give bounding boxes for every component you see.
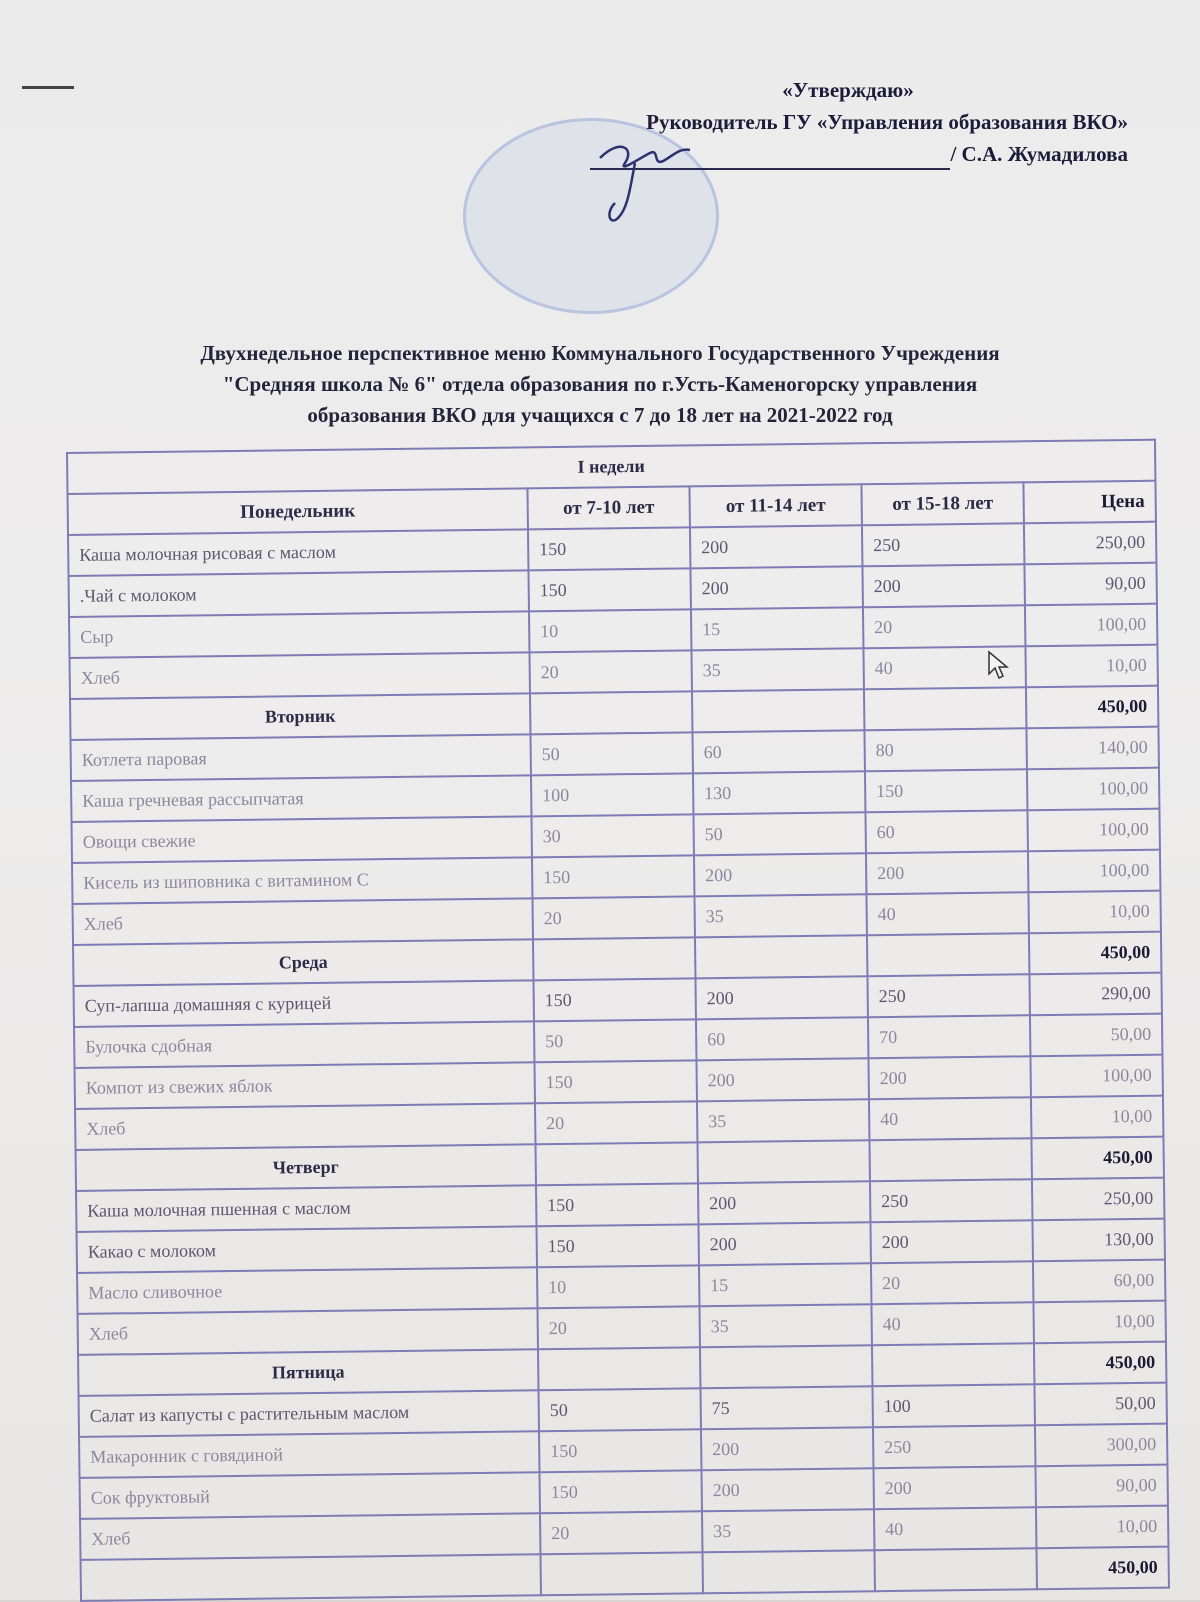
dish-name: Хлеб — [80, 1513, 540, 1560]
col-age-7-10: от 7-10 лет — [527, 486, 689, 529]
portion-11-14: 15 — [691, 607, 863, 650]
day-monday: Понедельник — [68, 488, 528, 535]
portion-11-14: 50 — [693, 812, 865, 855]
mouse-pointer-icon — [987, 650, 1009, 680]
week-label: I недели — [67, 440, 1155, 494]
dish-name: Овощи свежие — [72, 816, 532, 863]
portion-7-10: 150 — [536, 1183, 698, 1226]
price: 130,00 — [1032, 1219, 1164, 1262]
portion-7-10: 20 — [529, 650, 691, 693]
portion-15-18: 200 — [866, 851, 1028, 894]
dish-name: Сыр — [69, 611, 529, 658]
approval-signer: / С.А. Жумадилова — [950, 142, 1128, 166]
portion-15-18: 250 — [873, 1425, 1035, 1468]
dish-name: Булочка сдобная — [74, 1021, 534, 1068]
dish-name: Макаронник с говядиной — [79, 1431, 539, 1478]
col-age-11-14: от 11-14 лет — [689, 484, 861, 527]
day-total: 450,00 — [1029, 932, 1161, 975]
price: 250,00 — [1024, 522, 1156, 565]
portion-11-14: 200 — [694, 853, 866, 896]
portion-15-18: 20 — [863, 605, 1025, 648]
portion-7-10: 50 — [534, 1019, 696, 1062]
portion-15-18: 70 — [868, 1015, 1030, 1058]
price: 290,00 — [1029, 973, 1161, 1016]
price: 10,00 — [1031, 1096, 1163, 1139]
day-total: 450,00 — [1026, 686, 1158, 729]
portion-7-10: 20 — [535, 1101, 697, 1144]
price: 250,00 — [1032, 1178, 1164, 1221]
price: 10,00 — [1036, 1506, 1168, 1549]
title-line-1: Двухнедельное перспективное меню Коммунального Государственного Учреждения — [200, 341, 1000, 365]
price: 140,00 — [1026, 727, 1158, 770]
menu-table-container — [66, 452, 1156, 1602]
portion-15-18: 200 — [873, 1466, 1035, 1509]
menu-table — [66, 439, 1170, 1602]
portion-11-14: 200 — [698, 1222, 870, 1265]
dish-name: Масло сливочное — [77, 1267, 537, 1314]
title-line-2: "Средняя школа № 6" отдела образования по г.Усть-Каменогорску управления — [222, 372, 978, 396]
portion-7-10: 50 — [538, 1388, 700, 1431]
portion-11-14: 35 — [697, 1099, 869, 1142]
portion-7-10: 150 — [533, 978, 695, 1021]
portion-7-10: 20 — [540, 1511, 702, 1554]
portion-15-18: 40 — [874, 1507, 1036, 1550]
portion-7-10: 20 — [532, 896, 694, 939]
price: 10,00 — [1033, 1301, 1165, 1344]
portion-11-14: 35 — [694, 894, 866, 937]
price: 90,00 — [1035, 1465, 1167, 1508]
price: 300,00 — [1035, 1424, 1167, 1467]
portion-15-18: 250 — [862, 523, 1024, 566]
portion-7-10: 20 — [537, 1306, 699, 1349]
portion-11-14: 200 — [690, 566, 862, 609]
portion-15-18: 250 — [870, 1179, 1032, 1222]
portion-11-14: 130 — [693, 771, 865, 814]
portion-11-14: 35 — [699, 1304, 871, 1347]
portion-7-10: 100 — [531, 773, 693, 816]
col-age-15-18: от 15-18 лет — [861, 482, 1023, 525]
title-line-3: образования ВКО для учащихся с 7 до 18 лет на 2021-2022 год — [307, 403, 893, 427]
day-name: Четверг — [76, 1144, 536, 1191]
portion-15-18: 200 — [868, 1056, 1030, 1099]
portion-11-14: 60 — [696, 1017, 868, 1060]
portion-15-18: 40 — [866, 892, 1028, 935]
portion-7-10: 150 — [532, 855, 694, 898]
portion-11-14: 200 — [690, 525, 862, 568]
dish-name: Салат из капусты с растительным маслом — [79, 1390, 539, 1437]
final-total: 450,00 — [1036, 1547, 1168, 1590]
price: 100,00 — [1025, 604, 1157, 647]
price: 10,00 — [1025, 645, 1157, 688]
portion-11-14: 35 — [691, 648, 863, 691]
portion-11-14: 75 — [700, 1386, 872, 1429]
portion-11-14: 200 — [695, 976, 867, 1019]
day-name: Среда — [73, 939, 533, 986]
portion-15-18: 40 — [869, 1097, 1031, 1140]
price: 100,00 — [1028, 850, 1160, 893]
dish-name: Сок фруктовый — [80, 1472, 540, 1519]
portion-7-10: 10 — [537, 1265, 699, 1308]
portion-15-18: 40 — [871, 1302, 1033, 1345]
dish-name: Суп-лапша домашняя с курицей — [74, 980, 534, 1027]
portion-11-14: 200 — [701, 1427, 873, 1470]
dish-name: Каша молочная пшенная с маслом — [76, 1185, 536, 1232]
dish-name: Компот из свежих яблок — [75, 1062, 535, 1109]
dish-name: Кисель из шиповника с витамином С — [72, 857, 532, 904]
portion-15-18: 100 — [872, 1384, 1034, 1427]
day-name: Вторник — [70, 693, 530, 740]
portion-11-14: 60 — [692, 730, 864, 773]
approval-heading: «Утверждаю» — [782, 78, 914, 102]
day-total: 450,00 — [1031, 1137, 1163, 1180]
portion-7-10: 150 — [534, 1060, 696, 1103]
portion-7-10: 150 — [536, 1224, 698, 1267]
portion-15-18: 40 — [863, 646, 1025, 689]
portion-7-10: 50 — [530, 732, 692, 775]
price: 100,00 — [1027, 768, 1159, 811]
portion-7-10: 10 — [529, 609, 691, 652]
price: 50,00 — [1034, 1383, 1166, 1426]
portion-7-10: 150 — [528, 527, 690, 570]
portion-7-10: 150 — [539, 1429, 701, 1472]
portion-15-18: 60 — [865, 810, 1027, 853]
day-total: 450,00 — [1034, 1342, 1166, 1385]
portion-7-10: 150 — [528, 568, 690, 611]
portion-11-14: 15 — [699, 1263, 871, 1306]
dish-name: .Чай с молоком — [69, 570, 529, 617]
portion-15-18: 200 — [870, 1220, 1032, 1263]
dish-name: Хлеб — [70, 652, 530, 699]
dish-name: Хлеб — [75, 1103, 535, 1150]
price: 100,00 — [1027, 809, 1159, 852]
handwritten-signature — [590, 118, 710, 228]
portion-7-10: 150 — [540, 1470, 702, 1513]
portion-15-18: 200 — [862, 564, 1024, 607]
price: 10,00 — [1028, 891, 1160, 934]
dish-name: Каша гречневая рассыпчатая — [71, 775, 531, 822]
dish-name: Хлеб — [78, 1308, 538, 1355]
dish-name: Каша молочная рисовая с маслом — [68, 529, 528, 576]
portion-15-18: 150 — [865, 769, 1027, 812]
col-price: Цена — [1023, 481, 1155, 524]
dish-name: Хлеб — [73, 898, 533, 945]
portion-11-14: 35 — [702, 1509, 874, 1552]
approval-position: Руководитель ГУ «Управления образования ВКО» — [646, 110, 1128, 134]
price: 50,00 — [1030, 1014, 1162, 1057]
portion-11-14: 200 — [696, 1058, 868, 1101]
portion-15-18: 20 — [871, 1261, 1033, 1304]
document-title — [120, 338, 1080, 431]
price: 90,00 — [1024, 563, 1156, 606]
portion-7-10: 30 — [531, 814, 693, 857]
price: 100,00 — [1030, 1055, 1162, 1098]
portion-15-18: 250 — [867, 974, 1029, 1017]
portion-11-14: 200 — [698, 1181, 870, 1224]
price: 60,00 — [1033, 1260, 1165, 1303]
dish-name: Какао с молоком — [77, 1226, 537, 1273]
portion-15-18: 80 — [864, 728, 1026, 771]
day-name: Пятница — [78, 1349, 538, 1396]
dish-name: Котлета паровая — [71, 734, 531, 781]
portion-11-14: 200 — [701, 1468, 873, 1511]
pen-mark — [22, 86, 74, 89]
